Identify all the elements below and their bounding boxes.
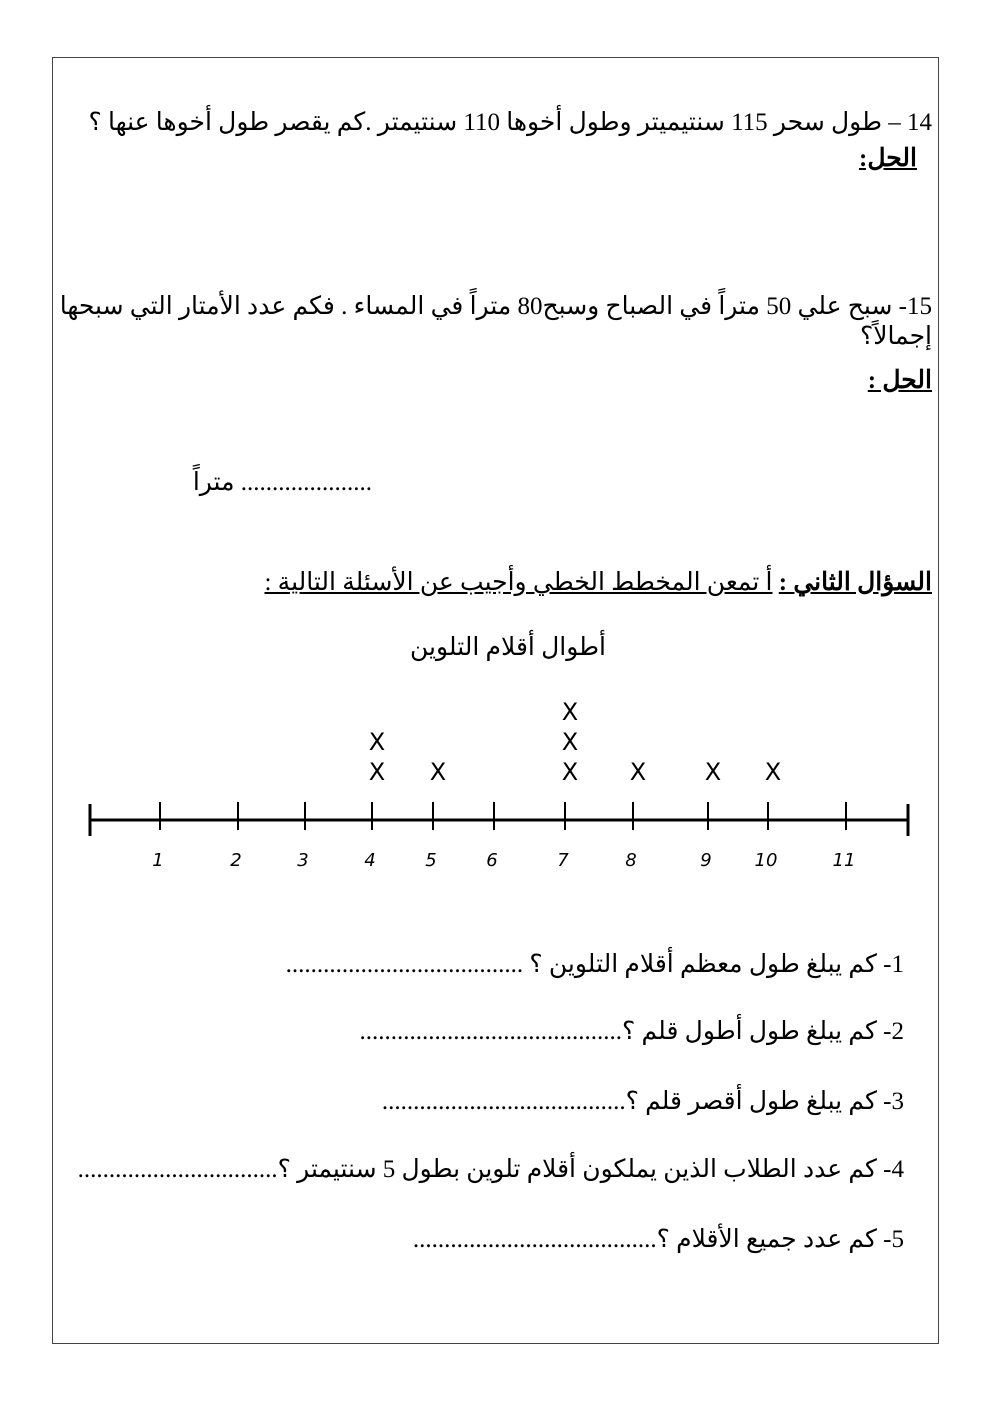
data-mark-7-1: X bbox=[561, 758, 579, 786]
question-14-solution-label: الحل: bbox=[859, 145, 917, 172]
question-5: 5- كم عدد جميع الأقلام ؟....................................... bbox=[412, 1226, 904, 1253]
chart-title: أطوال أقلام التلوين bbox=[410, 634, 606, 661]
tick-label-11: 11 bbox=[832, 850, 856, 871]
data-mark-8-1: X bbox=[629, 758, 647, 786]
data-mark-5-1: X bbox=[429, 758, 447, 786]
data-mark-4-1: X bbox=[368, 758, 386, 786]
question-15-answer-blank: ..................... متراً bbox=[192, 469, 372, 496]
question-1: 1- كم يبلغ طول معظم أقلام التلوين ؟ ...................................... bbox=[285, 951, 904, 978]
section-2-instruction: أ تمعن المخطط الخطي وأجيب عن الأسئلة التالية : bbox=[264, 569, 773, 596]
line-plot bbox=[60, 680, 940, 890]
tick-label-10: 10 bbox=[754, 850, 778, 871]
question-15-text-line1: 15- سبح علي 50 متراً في الصباح وسبح80 متراً في المساء . فكم عدد الأمتار التي سبحها bbox=[59, 293, 932, 320]
tick-label-6: 6 bbox=[486, 850, 498, 871]
tick-label-4: 4 bbox=[364, 850, 376, 871]
section-2-header bbox=[264, 568, 932, 598]
tick-label-9: 9 bbox=[700, 850, 712, 871]
tick-label-5: 5 bbox=[425, 850, 437, 871]
tick-label-3: 3 bbox=[297, 850, 309, 871]
question-2: 2- كم يبلغ طول أطول قلم ؟.......................................... bbox=[359, 1018, 904, 1045]
question-4: 4- كم عدد الطلاب الذين يملكون أقلام تلوين بطول 5 سنتيمتر ؟................................ bbox=[77, 1156, 904, 1183]
data-mark-10-1: X bbox=[764, 758, 782, 786]
tick-label-1: 1 bbox=[152, 850, 164, 871]
tick-label-2: 2 bbox=[230, 850, 242, 871]
question-3: 3- كم يبلغ طول أقصر قلم ؟....................................... bbox=[381, 1088, 904, 1115]
data-mark-7-2: X bbox=[561, 728, 579, 756]
question-15-solution-label: الحل : bbox=[867, 367, 932, 394]
section-2-heading: السؤال الثاني : bbox=[778, 569, 932, 596]
data-mark-9-1: X bbox=[704, 758, 722, 786]
data-mark-7-3: X bbox=[561, 698, 579, 726]
tick-label-7: 7 bbox=[557, 850, 569, 871]
data-mark-4-2: X bbox=[368, 728, 386, 756]
question-14-text: 14 – طول سحر 115 سنتيميتر وطول أخوها 110 سنتيمتر .كم يقصر طول أخوها عنها ؟ bbox=[88, 109, 932, 136]
tick-label-8: 8 bbox=[625, 850, 637, 871]
question-15-text-line2: إجمالاً؟ bbox=[860, 323, 932, 350]
